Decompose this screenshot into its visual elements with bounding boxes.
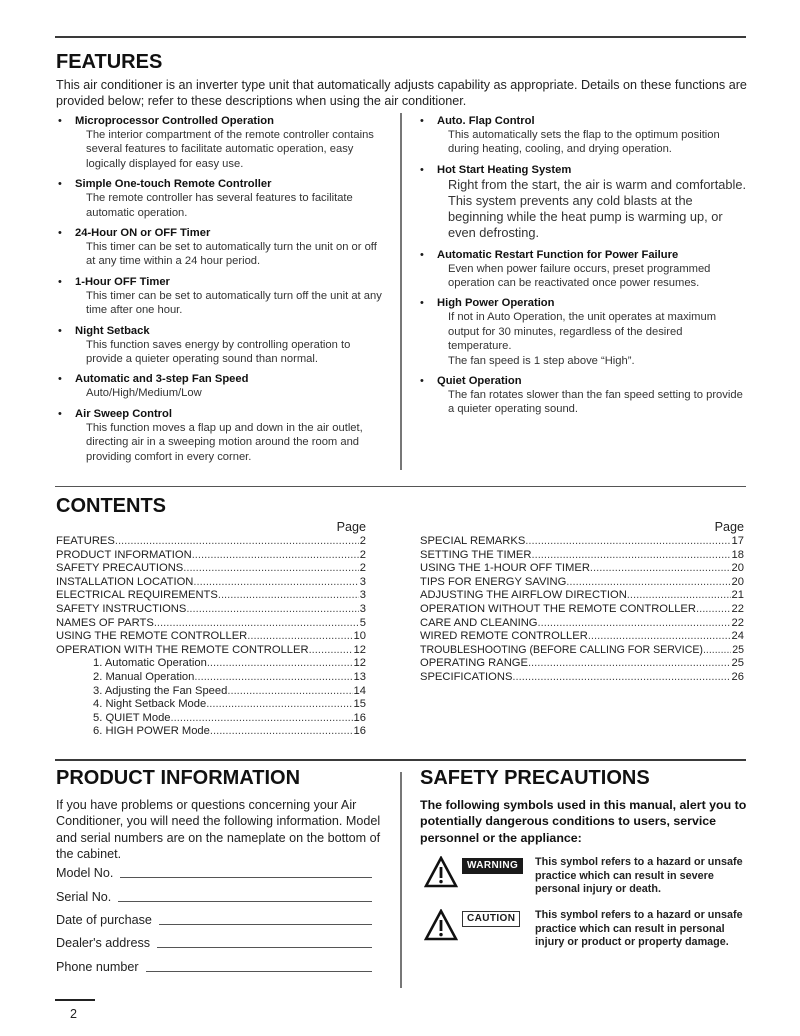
feature-item	[56, 372, 386, 400]
bullet-icon: •	[420, 375, 424, 388]
feature-item	[56, 226, 386, 269]
feature-desc: The interior compartment of the remote controller contains several features to facilitate automatic operation, easy logically displayed for easy use.	[86, 129, 374, 170]
feature-desc: Auto/High/Medium/Low	[86, 387, 202, 400]
feature-desc: This function saves energy by controlling operation to provide a quieter operating sound than normal.	[86, 338, 351, 366]
model-no-line[interactable]	[120, 867, 372, 878]
feature-title: Simple One-touch Remote Controller	[75, 178, 272, 191]
warning-description: This symbol refers to a hazard or unsafe practice which can result in severe personal injury or death.	[535, 856, 743, 896]
toc-entry[interactable]: SAFETY PRECAUTIONS ..... 2	[56, 562, 366, 576]
feature-title: Night Setback	[75, 324, 150, 337]
toc-entry[interactable]: OPERATION WITH THE REMOTE CONTROLLER ..... 12	[56, 644, 366, 658]
features-right-column	[418, 114, 748, 423]
feature-item	[418, 374, 748, 417]
bullet-icon: •	[58, 373, 62, 386]
product-info-heading: PRODUCT INFORMATION	[56, 767, 301, 789]
toc-subentry[interactable]: 4. Night Setback Mode ..... 15	[56, 698, 366, 712]
toc-entry[interactable]: WIRED REMOTE CONTROLLER ..... 24	[420, 630, 744, 644]
warning-triangle-icon	[424, 856, 458, 888]
toc-subentry[interactable]: 2. Manual Operation ..... 13	[56, 671, 366, 685]
contents-heading: CONTENTS	[56, 495, 166, 517]
dealers-address-field[interactable]: Dealer's address	[56, 936, 372, 950]
feature-title: Hot Start Heating System	[437, 163, 572, 176]
toc-subentry[interactable]: 1. Automatic Operation ..... 12	[56, 657, 366, 671]
bullet-icon: •	[420, 163, 424, 176]
toc-entry[interactable]: PRODUCT INFORMATION ..... 2	[56, 549, 366, 563]
bullet-icon: •	[58, 275, 62, 288]
top-rule	[55, 36, 746, 38]
feature-desc: This function moves a flap up and down in the air outlet, directing air in a sweeping motion around the room and providing comfort in every corner.	[86, 421, 363, 463]
features-intro: This air conditioner is an inverter type unit that automatically adjusts capability as appropriate. Details on these functions are provided below; refer to these descriptions when using the air conditioner.	[56, 78, 747, 108]
toc-entry[interactable]: ADJUSTING THE AIRFLOW DIRECTION ..... 21	[420, 589, 744, 603]
caution-description: This symbol refers to a hazard or unsafe practice which can result in personal injury or product or property damage.	[535, 909, 743, 949]
feature-desc: This automatically sets the flap to the optimum position during heating, cooling, and drying operation.	[448, 129, 720, 156]
toc-entry[interactable]: TROUBLESHOOTING (BEFORE CALLING FOR SERVICE) ..... 25	[420, 644, 744, 658]
feature-title: Air Sweep Control	[75, 407, 172, 420]
feature-desc: Right from the start, the air is warm and comfortable. This system prevents any cold blasts at the beginning while the heat pump is warming up, or even defrosting.	[448, 176, 746, 241]
toc-entry[interactable]: SPECIAL REMARKS ..... 17	[420, 535, 744, 549]
toc-subentry[interactable]: 3. Adjusting the Fan Speed ..... 14	[56, 685, 366, 699]
toc-entry[interactable]: FEATURES ..... 2	[56, 535, 366, 549]
model-no-field[interactable]: Model No.	[56, 866, 372, 880]
features-heading: FEATURES	[56, 51, 163, 73]
toc-entry[interactable]: USING THE 1-HOUR OFF TIMER ..... 20	[420, 562, 744, 576]
product-info-body: If you have problems or questions concerning your Air Conditioner, you will need the following information. Model and serial numbers are on the nameplate on the bottom of the cabinet.	[56, 798, 381, 861]
toc-entry[interactable]: SETTING THE TIMER ..... 18	[420, 549, 744, 563]
toc-right-column	[420, 520, 744, 685]
feature-item	[56, 407, 386, 464]
toc-entry[interactable]: TIPS FOR ENERGY SAVING ..... 20	[420, 576, 744, 590]
safety-precautions-heading: SAFETY PRECAUTIONS	[420, 767, 650, 789]
feature-title: Quiet Operation	[437, 375, 522, 388]
features-left-column	[56, 114, 386, 470]
feature-title: High Power Operation	[437, 297, 555, 310]
phone-number-field[interactable]: Phone number	[56, 960, 372, 974]
bullet-icon: •	[420, 297, 424, 310]
product-info-rule	[55, 759, 746, 761]
feature-desc: The remote controller has several features to facilitate automatic operation.	[86, 192, 353, 219]
safety-precautions-intro: The following symbols used in this manual, alert you to potentially dangerous conditions to users, service personnel or the appliance:	[420, 798, 747, 845]
bullet-icon: •	[58, 227, 62, 240]
feature-item	[56, 275, 386, 318]
feature-title: Automatic Restart Function for Power Failure	[437, 248, 679, 261]
feature-title: Automatic and 3-step Fan Speed	[75, 373, 249, 386]
feature-title: 24-Hour ON or OFF Timer	[75, 227, 211, 240]
phone-number-line[interactable]	[146, 961, 372, 972]
toc-entry[interactable]: SPECIFICATIONS ..... 26	[420, 671, 744, 685]
bullet-icon: •	[420, 115, 424, 127]
date-of-purchase-line[interactable]	[159, 914, 372, 925]
warning-badge: WARNING	[462, 858, 523, 874]
toc-subentry[interactable]: 5. QUIET Mode ..... 16	[56, 712, 366, 726]
toc-entry[interactable]: CARE AND CLEANING ..... 22	[420, 617, 744, 631]
feature-item	[418, 163, 748, 242]
serial-no-line[interactable]	[118, 891, 372, 902]
feature-desc: This timer can be set to automatically turn off the unit at any time after one hour.	[86, 289, 382, 317]
footer-rule	[55, 999, 95, 1001]
feature-item	[418, 114, 748, 157]
date-of-purchase-field[interactable]: Date of purchase	[56, 913, 372, 927]
toc-entry[interactable]: NAMES OF PARTS ..... 5	[56, 617, 366, 631]
toc-subentry[interactable]: 6. HIGH POWER Mode ..... 16	[56, 725, 366, 739]
caution-badge: CAUTION	[462, 911, 520, 927]
feature-item	[56, 324, 386, 367]
feature-item	[418, 248, 748, 291]
feature-title: Microprocessor Controlled Operation	[75, 115, 274, 127]
contents-rule	[55, 486, 746, 487]
bottom-column-divider	[400, 772, 402, 988]
serial-no-field[interactable]: Serial No.	[56, 890, 372, 904]
bullet-icon: •	[58, 324, 62, 337]
feature-item	[56, 114, 386, 171]
page-number: 2	[70, 1007, 78, 1021]
feature-desc: The fan rotates slower than the fan speed setting to provide a quieter operating sound.	[448, 389, 743, 416]
bullet-icon: •	[420, 248, 424, 261]
bullet-icon: •	[58, 407, 62, 420]
feature-title: Auto. Flap Control	[437, 115, 535, 127]
feature-desc-note: The fan speed is 1 step above “High”.	[448, 354, 635, 367]
caution-triangle-icon	[424, 909, 458, 941]
feature-item	[418, 296, 748, 368]
toc-entry[interactable]: ELECTRICAL REQUIREMENTS ..... 3	[56, 589, 366, 603]
toc-page-header: Page	[714, 520, 744, 534]
toc-entry[interactable]: USING THE REMOTE CONTROLLER ..... 10	[56, 630, 366, 644]
bullet-icon: •	[58, 115, 62, 127]
feature-desc: Even when power failure occurs, preset programmed operation can be reactivated once power resumes.	[448, 262, 711, 290]
toc-page-header: Page	[336, 520, 366, 534]
toc-entry[interactable]: SAFETY INSTRUCTIONS ..... 3	[56, 603, 366, 617]
toc-entry[interactable]: INSTALLATION LOCATION ..... 3	[56, 576, 366, 590]
toc-entry[interactable]: OPERATING RANGE ..... 25	[420, 657, 744, 671]
feature-item	[56, 177, 386, 220]
toc-entry[interactable]: OPERATION WITHOUT THE REMOTE CONTROLLER ..... 22	[420, 603, 744, 617]
dealers-address-line[interactable]	[157, 937, 372, 948]
feature-title: 1-Hour OFF Timer	[75, 275, 170, 288]
bullet-icon: •	[58, 178, 62, 191]
feature-desc: If not in Auto Operation, the unit operates at maximum output for 30 minutes, regardless of the desired temperature.	[448, 311, 717, 353]
feature-desc: This timer can be set to automatically turn the unit on or off at any time within a 24 hour period.	[86, 241, 377, 268]
toc-left-column	[56, 520, 366, 739]
features-column-divider	[400, 113, 402, 470]
